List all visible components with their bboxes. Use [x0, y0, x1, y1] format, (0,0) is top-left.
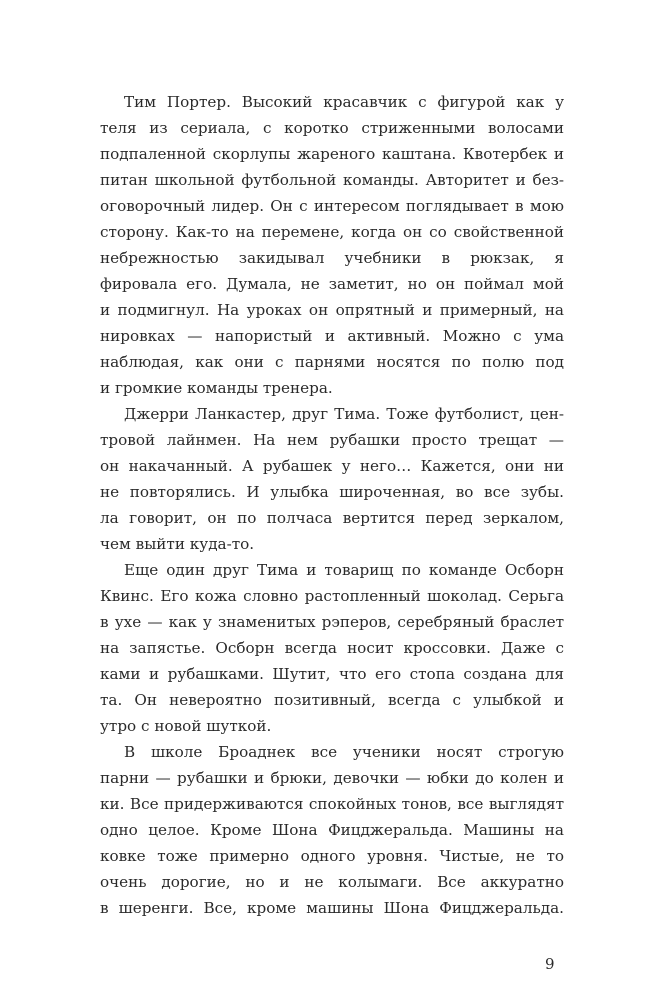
text-line: Еще один друг Тима и товарищ по команде Осборн: [124, 561, 564, 579]
text-line: в ухе — как у знаменитых рэперов, серебряный браслет: [100, 613, 564, 631]
paragraph: [100, 557, 564, 739]
text-line: он накачанный. А рубашек у него… Кажется, они ни: [100, 457, 564, 475]
text-line: в шеренги. Все, кроме машины Шона Фицджеральда.: [100, 899, 564, 917]
page-number: 9: [545, 955, 555, 973]
text-line: тровой лайнмен. На нем рубашки просто трещат —: [100, 431, 564, 449]
body-text: [100, 89, 564, 921]
text-line: теля из сериала, с коротко стриженными волосами: [100, 119, 564, 137]
text-line: Тим Портер. Высокий красавчик с фигурой как у: [124, 93, 564, 111]
text-line: наблюдая, как они с парнями носятся по полю под: [100, 353, 564, 371]
text-line: питан школьной футбольной команды. Авторитет и без-: [100, 171, 564, 189]
text-line: ла говорит, он по полчаса вертится перед зеркалом,: [100, 509, 564, 527]
text-line: сторону. Как-то на перемене, когда он со свойственной: [100, 223, 564, 241]
text-line: и подмигнул. На уроках он опрятный и примерный, на: [100, 301, 564, 319]
text-line: и громкие команды тренера.: [100, 379, 333, 397]
text-line: ками и рубашками. Шутит, что его стопа создана для: [100, 665, 564, 683]
text-line: на запястье. Осборн всегда носит кроссовки. Даже с: [100, 639, 564, 657]
text-line: фировала его. Думала, не заметит, но он поймал мой: [100, 275, 564, 293]
text-line: не повторялись. И улыбка широченная, во все зубы.: [100, 483, 564, 501]
text-line: очень дорогие, но и не колымаги. Все аккуратно: [100, 873, 564, 891]
text-line: нировках — напористый и активный. Можно с ума: [100, 327, 564, 345]
text-line: одно целое. Кроме Шона Фицджеральда. Машины на: [100, 821, 564, 839]
text-line: подпаленной скорлупы жареного каштана. Квотербек и: [100, 145, 564, 163]
paragraph: [100, 401, 564, 557]
paragraph: [100, 89, 564, 401]
text-line: Джерри Ланкастер, друг Тима. Тоже футболист, цен-: [124, 405, 564, 423]
text-line: ковке тоже примерно одного уровня. Чистые, не то: [100, 847, 564, 865]
text-line: небрежностью закидывал учебники в рюкзак, я: [100, 249, 564, 267]
text-line: ки. Все придерживаются спокойных тонов, все выглядят: [100, 795, 564, 813]
text-line: В школе Броаднек все ученики носят строгую: [124, 743, 564, 761]
text-line: Квинс. Его кожа словно растопленный шоколад. Серьга: [100, 587, 564, 605]
text-line: оговорочный лидер. Он с интересом поглядывает в мою: [100, 197, 564, 215]
paragraph: [100, 739, 564, 921]
text-line: та. Он невероятно позитивный, всегда с улыбкой и: [100, 691, 564, 709]
text-line: чем выйти куда-то.: [100, 535, 255, 553]
text-line: парни — рубашки и брюки, девочки — юбки до колен и: [100, 769, 564, 787]
text-line: утро с новой шуткой.: [100, 717, 272, 735]
